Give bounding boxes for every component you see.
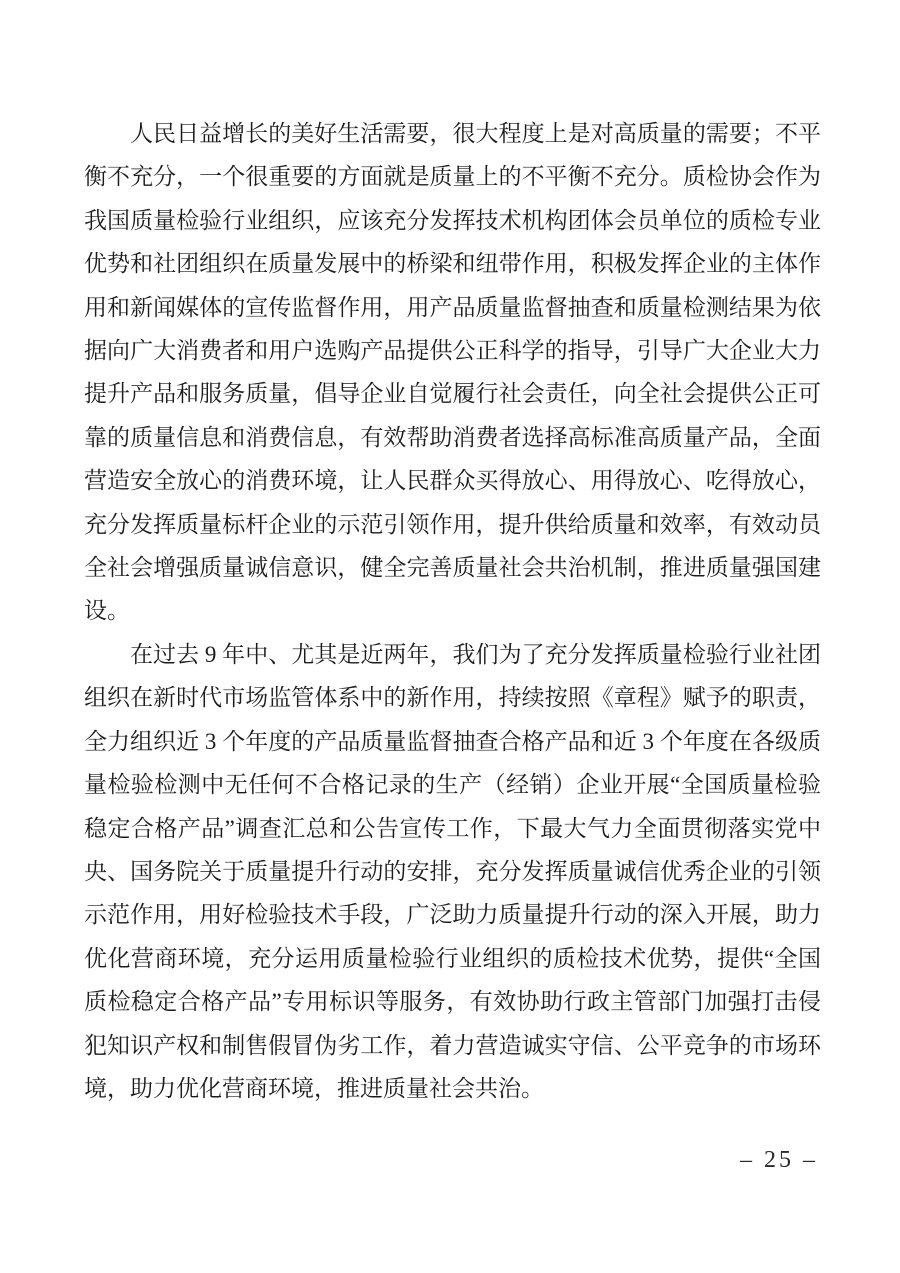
page-text: [84, 112, 821, 1110]
paragraph-1: 人民日益增长的美好生活需要，很大程度上是对高质量的需要；不平衡不充分，一个很重要的方面就是质量上的不平衡不充分。质检协会作为我国质量检验行业组织，应该充分发挥技术机构团体会员单位的质检专业优势和社团组织在质量发展中的桥梁和纽带作用，积极发挥企业的主体作用和新闻媒体的宣传监督作用，用产品质量监督抽查和质量检测结果为依据向广大消费者和用户选购产品提供公正科学的指导，引导广大企业大力提升产品和服务质量，倡导企业自觉履行社会责任，向全社会提供公正可靠的质量信息和消费信息，有效帮助消费者选择高标准高质量产品，全面营造安全放心的消费环境，让人民群众买得放心、用得放心、吃得放心，充分发挥质量标杆企业的示范引领作用，提升供给质量和效率，有效动员全社会增强质量诚信意识，健全完善质量社会共治机制，推进质量强国建设。: [84, 121, 821, 624]
page-number: – 25 –: [740, 1147, 818, 1173]
paragraph-2: 在过去 9 年中、尤其是近两年，我们为了充分发挥质量检验行业社团组织在新时代市场监管体系中的新作用，持续按照《章程》赋予的职责，全力组织近 3 个年度的产品质量监督抽查合格产品和近 3 个年度在各级质量检验检测中无任何不合格记录的生产（经销）企业开展“全国质量检验稳定合格产品”调查汇总和公告宣传工作，下最大气力全面贯彻落实党中央、国务院关于质量提升行动的安排，充分发挥质量诚信优秀企业的引领示范作用，用好检验技术手段，广泛助力质量提升行动的深入开展，助力优化营商环境，充分运用质量检验行业组织的质检技术优势，提供“全国质检稳定合格产品”专用标识等服务，有效协助行政主管部门加强打击侵犯知识产权和制售假冒伪劣工作，着力营造诚实守信、公平竞争的市场环境，助力优化营商环境，推进质量社会共治。: [84, 641, 821, 1101]
